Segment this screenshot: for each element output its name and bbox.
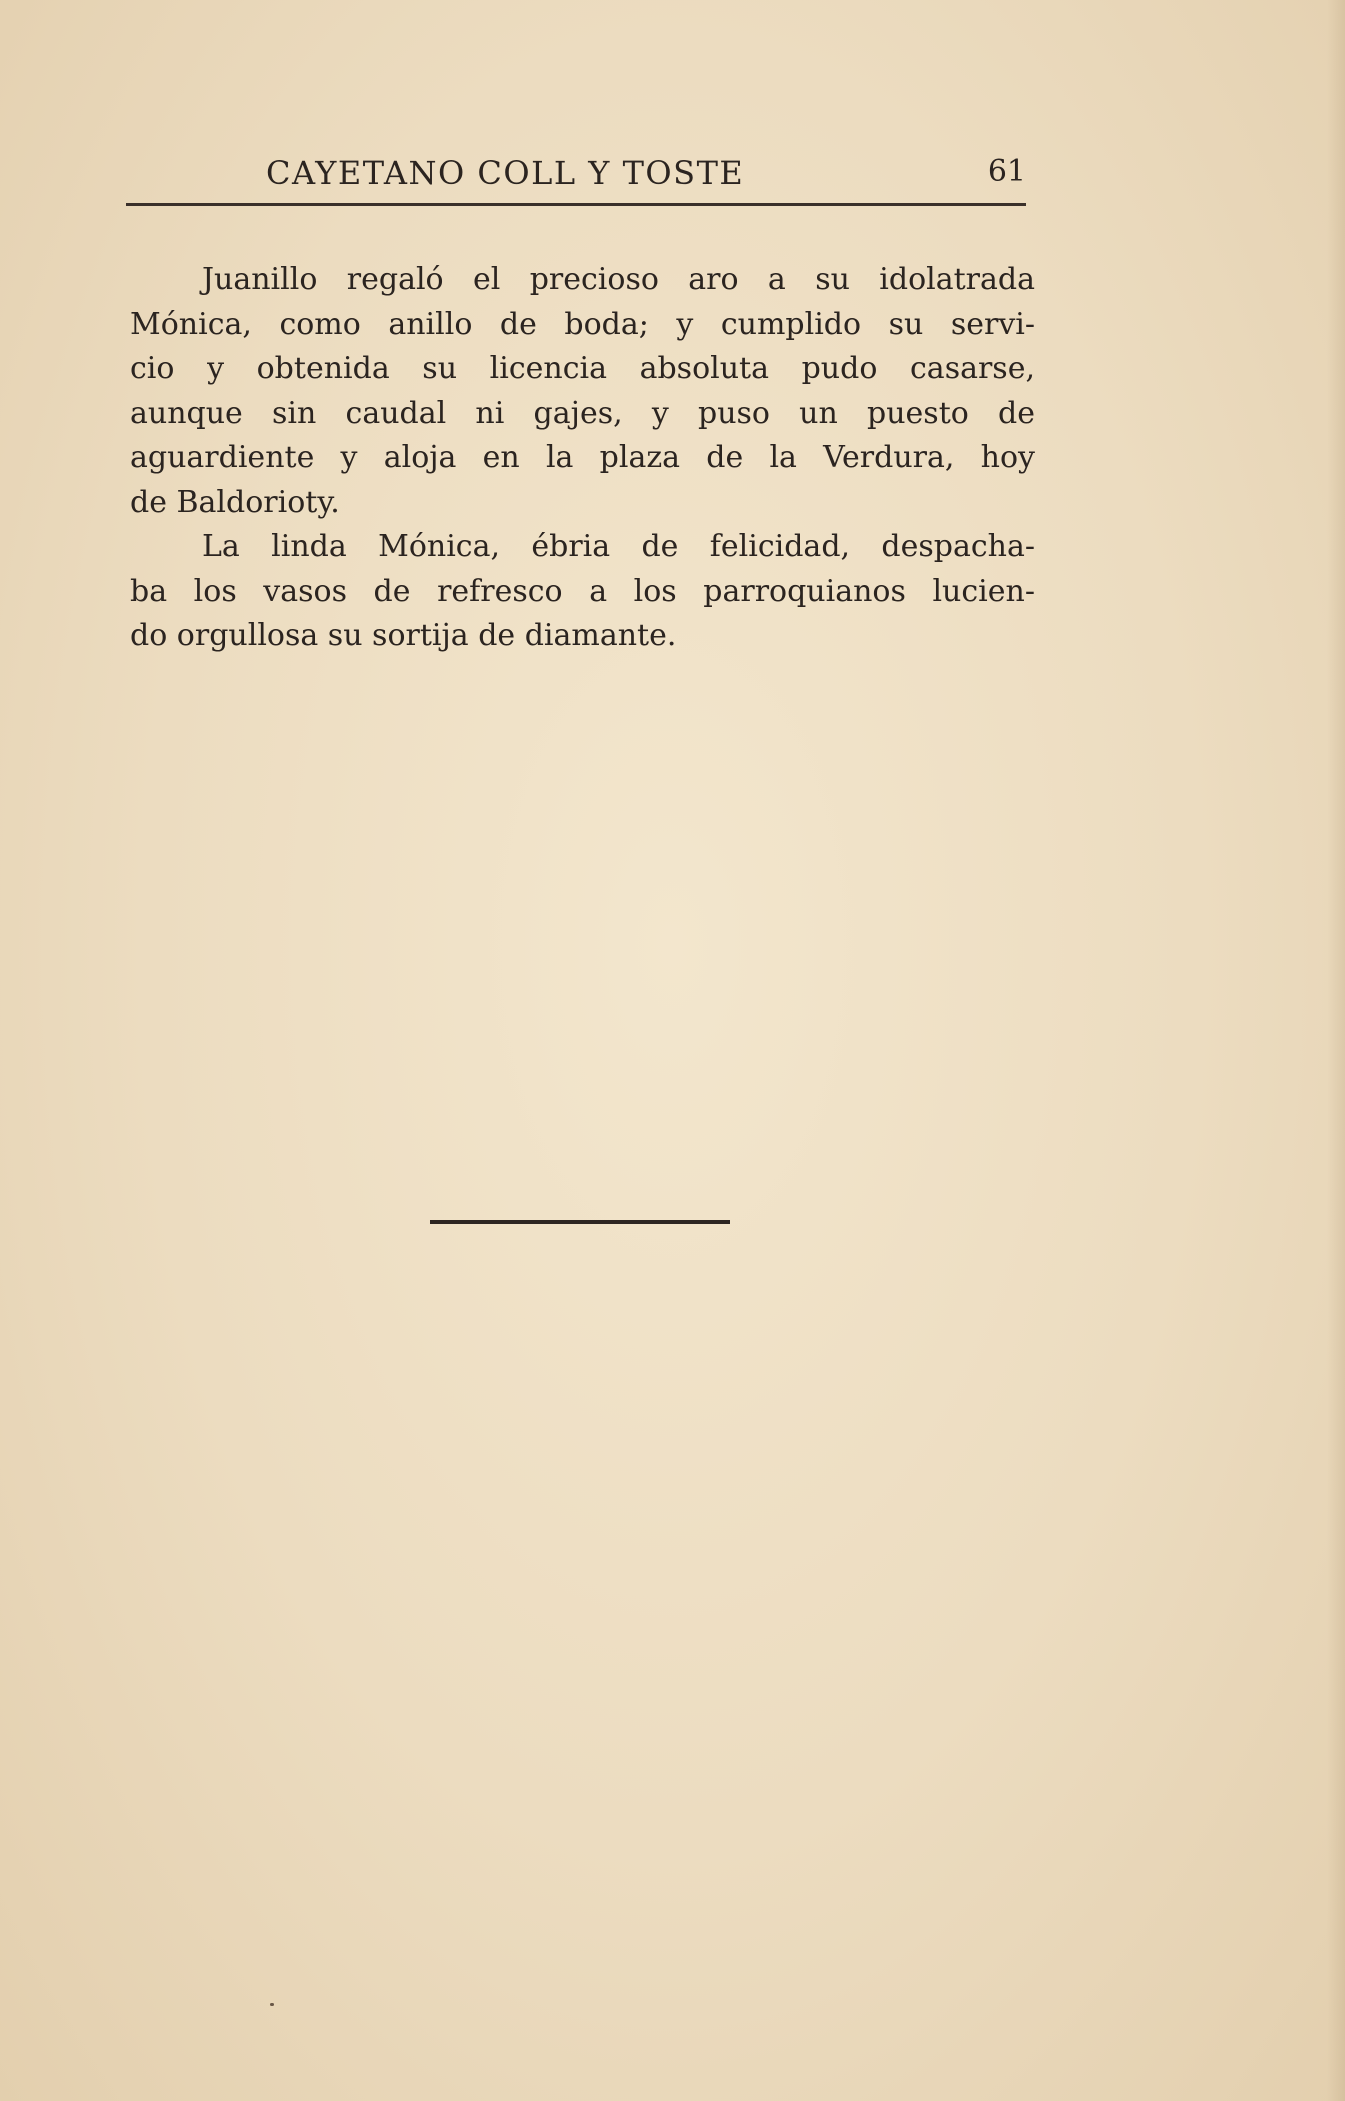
page-edge-shadow (1327, 0, 1345, 2101)
section-end-rule (430, 1220, 730, 1224)
text-line: Juanillo regaló el precioso aro a su idolatrada (202, 262, 1035, 297)
text-line: aunque sin caudal ni gajes, y puso un puesto de (130, 395, 1035, 431)
text-line: Mónica, como anillo de boda; y cumplido su servi- (130, 306, 1035, 342)
text-line: do orgullosa su sortija de diamante. (130, 618, 677, 653)
paragraph-1 (130, 258, 1035, 525)
paper-speck (270, 2003, 274, 2006)
paragraph-2 (130, 525, 1035, 659)
text-line: de Baldorioty. (130, 484, 340, 520)
body-text (130, 258, 1035, 659)
running-title: CAYETANO COLL Y TOSTE (266, 154, 745, 192)
header-rule (126, 203, 1026, 206)
text-line: ba los vasos de refresco a los parroquianos lucien- (130, 573, 1035, 609)
text-line: cio y obtenida su licencia absoluta pudo casarse, (130, 351, 1035, 386)
page-number: 61 (987, 154, 1026, 189)
running-head (126, 148, 1026, 204)
text-line: La linda Mónica, ébria de felicidad, despacha- (202, 529, 1035, 564)
text-line: aguardiente y aloja en la plaza de la Verdura, hoy (130, 440, 1035, 475)
